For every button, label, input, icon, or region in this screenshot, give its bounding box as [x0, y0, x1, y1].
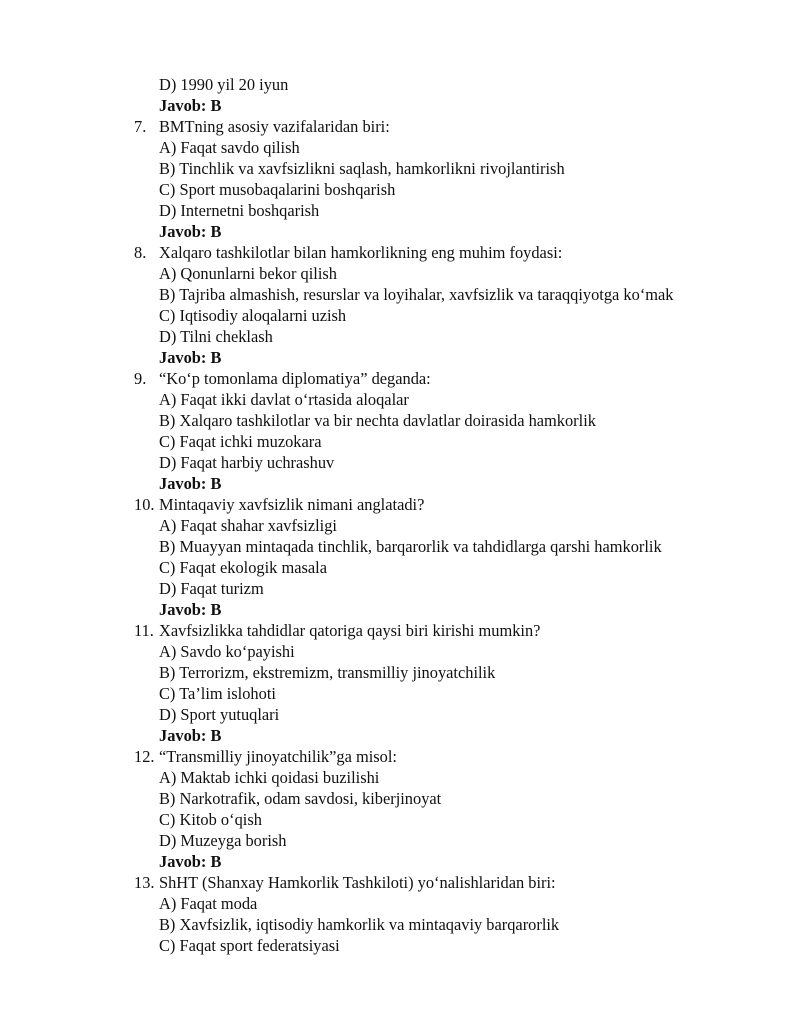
answer-label: Javob: B — [159, 726, 222, 745]
option-c: C) Faqat sport federatsiyasi — [159, 936, 340, 955]
option-b: B) Xavfsizlik, iqtisodiy hamkorlik va mintaqaviy barqarorlik — [159, 915, 560, 934]
question-8 — [0, 242, 800, 263]
option-d: D) Sport yutuqlari — [159, 705, 280, 724]
option-c: C) Faqat ichki muzokara — [159, 432, 322, 451]
option-a: A) Savdo ko‘payishi — [159, 642, 295, 661]
option-c: C) Sport musobaqalarini boshqarish — [159, 180, 396, 199]
option-a: A) Maktab ichki qoidasi buzilishi — [159, 768, 380, 787]
document-page — [0, 74, 800, 956]
option-a: A) Faqat moda — [159, 894, 258, 913]
answer-label: Javob: B — [159, 222, 222, 241]
question-text: Xavfsizlikka tahdidlar qatoriga qaysi biri kirishi mumkin? — [159, 621, 541, 640]
option-d: D) Muzeyga borish — [159, 831, 287, 850]
option-c: C) Ta’lim islohoti — [159, 684, 276, 703]
question-number: 11. — [134, 621, 154, 640]
question-9 — [0, 368, 800, 389]
question-number: 7. — [134, 117, 147, 136]
question-text: “Transmilliy jinoyatchilik”ga misol: — [159, 747, 397, 766]
question-text: Xalqaro tashkilotlar bilan hamkorlikning eng muhim foydasi: — [159, 243, 563, 262]
option-a: A) Qonunlarni bekor qilish — [159, 264, 337, 283]
question-7 — [0, 116, 800, 137]
option-d: D) Tilni cheklash — [159, 327, 273, 346]
option-d: D) Faqat turizm — [159, 579, 264, 598]
question-12 — [0, 746, 800, 767]
question-number: 9. — [134, 369, 147, 388]
question-13 — [0, 872, 800, 893]
answer-label: Javob: B — [159, 600, 222, 619]
option-b: B) Xalqaro tashkilotlar va bir nechta davlatlar doirasida hamkorlik — [159, 411, 596, 430]
option-d: D) Faqat harbiy uchrashuv — [159, 453, 335, 472]
answer-label: Javob: B — [159, 348, 222, 367]
question-text: ShHT (Shanxay Hamkorlik Tashkiloti) yo‘nalishlaridan biri: — [159, 873, 556, 892]
option-b: B) Muayyan mintaqada tinchlik, barqarorlik va tahdidlarga qarshi hamkorlik — [159, 537, 662, 556]
option-b: B) Tinchlik va xavfsizlikni saqlash, hamkorlikni rivojlantirish — [159, 159, 565, 178]
question-text: BMTning asosiy vazifalaridan biri: — [159, 117, 390, 136]
option-b: B) Tajriba almashish, resurslar va loyihalar, xavfsizlik va taraqqiyotga ko‘mak — [159, 285, 674, 304]
option-c: C) Faqat ekologik masala — [159, 558, 327, 577]
option-d: D) 1990 yil 20 iyun — [159, 75, 289, 94]
option-a: A) Faqat ikki davlat o‘rtasida aloqalar — [159, 390, 409, 409]
question-11 — [0, 620, 800, 641]
option-c: C) Iqtisodiy aloqalarni uzish — [159, 306, 347, 325]
answer-label: Javob: B — [159, 96, 222, 115]
option-b: B) Narkotrafik, odam savdosi, kiberjinoyat — [159, 789, 442, 808]
question-number: 12. — [134, 747, 155, 766]
answer-label: Javob: B — [159, 474, 222, 493]
option-a: A) Faqat shahar xavfsizligi — [159, 516, 337, 535]
option-b: B) Terrorizm, ekstremizm, transmilliy jinoyatchilik — [159, 663, 496, 682]
option-d: D) Internetni boshqarish — [159, 201, 320, 220]
question-number: 10. — [134, 495, 155, 514]
question-10 — [0, 494, 800, 515]
question-number: 8. — [134, 243, 147, 262]
question-text: “Ko‘p tomonlama diplomatiya” deganda: — [159, 369, 431, 388]
question-text: Mintaqaviy xavfsizlik nimani anglatadi? — [159, 495, 425, 514]
option-a: A) Faqat savdo qilish — [159, 138, 300, 157]
question-number: 13. — [134, 873, 155, 892]
option-c: C) Kitob o‘qish — [159, 810, 262, 829]
answer-label: Javob: B — [159, 852, 222, 871]
